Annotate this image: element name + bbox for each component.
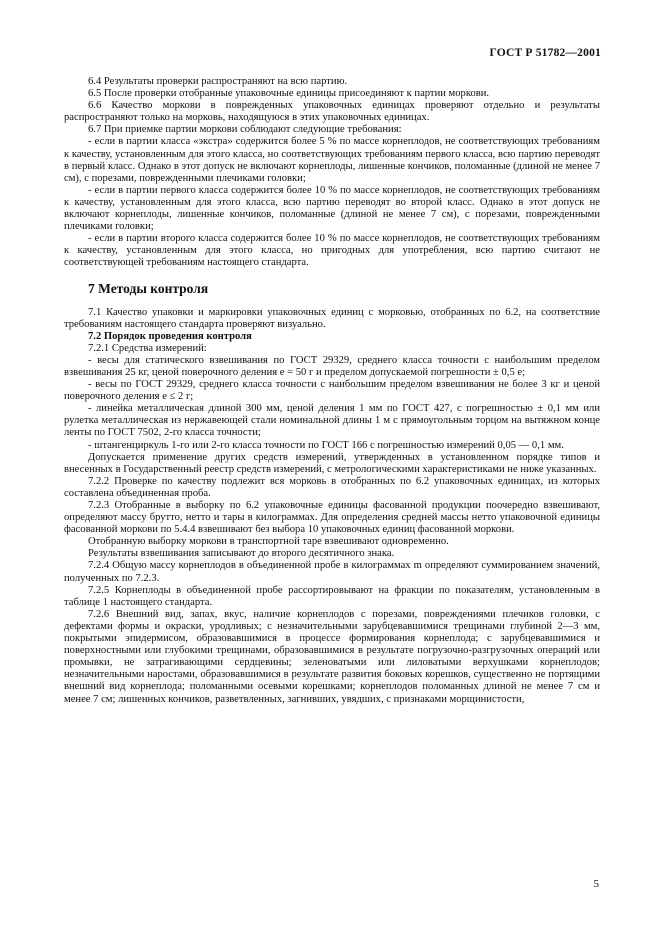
paragraph-7-2-3: 7.2.3 Отобранные в выборку по 6.2 упаковочные единицы фасованной продукции поочередно взвешивают, определяют массу брутто, нетто и тары в килограммах. Для определения средней массы нетто упаковочной единицы фасованной моркови по 5.4.4 взвешивают без выбора 10 упаковочных единиц фасованной моркови.	[64, 500, 600, 536]
section-heading: 7 Методы контроля	[88, 280, 209, 296]
paragraph-weighing-results: Результаты взвешивания записывают до второго десятичного знака.	[88, 548, 395, 560]
list-item-caliper: - штангенциркуль 1-го или 2-го класса точности по ГОСТ 166 с погрешностью измерений 0,05 — 0,1 мм.	[88, 439, 564, 451]
paragraph-6-6: 6.6 Качество моркови в поврежденных упаковочных единицах проверяют отдельно и результаты распространяют только на морковь, находящуюся в этих упаковочных единицах.	[64, 100, 600, 124]
list-item-scales-25kg: - весы для статического взвешивания по ГОСТ 29329, среднего класса точности с наибольшим пределом взвешивания 25 кг, ценой поверочного деления e = 50 г и пределом допускаемой погрешности ± 0,5 e;	[64, 354, 600, 378]
document-body	[64, 76, 600, 706]
paragraph-7-2-5: 7.2.5 Корнеплоды в объединенной пробе рассортировывают на фракции по показателям, установленным в таблице 1 настоящего стандарта.	[64, 584, 600, 608]
paragraph-6-4: 6.4 Результаты проверки распространяют на всю партию.	[88, 76, 348, 87]
list-item-second-class: - если в партии второго класса содержится более 10 % по массе корнеплодов, не соответствующих требованиям к качеству, установленным для этого класса, но пригодных для употребления, всю партию считают не соответствующей требованиям настоящего стандарта.	[64, 233, 600, 269]
page-number: 5	[593, 878, 599, 890]
standard-code-header: ГОСТ Р 51782—2001	[489, 47, 601, 59]
paragraph-transport-weighing: Отобранную выборку моркови в транспортной таре взвешивают одновременно.	[88, 536, 449, 548]
list-item-scales-3kg: - весы по ГОСТ 29329, среднего класса точности с наибольшим пределом взвешивания не более 3 кг и ценой поверочного деления e ≤ 2 г;	[64, 379, 600, 403]
paragraph-7-2-1: 7.2.1 Средства измерений:	[88, 342, 207, 354]
list-item-first-class: - если в партии первого класса содержится более 10 % по массе корнеплодов, не соответствующих требованиям к качеству, установленным для этого класса, всю партию переводят во второй класс. Однако в этот допуск не включают корнеплоды, лишенные кончиков, поломанные (длиной не менее 7 см), с порезами, поврежденными плечиками головки;	[64, 184, 600, 233]
paragraph-other-instruments: Допускается применение других средств измерений, утвержденных в установленном порядке типов и внесенных в Государственный реестр средств измерений, с метрологическими характеристиками не ниже указанных.	[64, 451, 600, 475]
paragraph-7-2-2: 7.2.2 Проверке по качеству подлежит вся морковь в отобранных по 6.2 упаковочных единицах, из которых составлена объединенная проба.	[64, 475, 600, 499]
list-item-ruler: - линейка металлическая длиной 300 мм, ценой деления 1 мм по ГОСТ 427, с погрешностью ± 0,1 мм или рулетка металлическая из нержавеющей стали номинальной длины 1 м с прямоугольным торцом на вытяжном конце ленты по ГОСТ 7502, 2-го класса точности;	[64, 403, 600, 439]
paragraph-7-1: 7.1 Качество упаковки и маркировки упаковочных единиц с морковью, отобранных по 6.2, на соответствие требованиям настоящего стандарта проверяют визуально.	[64, 306, 600, 330]
subheading-7-2: 7.2 Порядок проведения контроля	[88, 330, 252, 342]
paragraph-7-2-6: 7.2.6 Внешний вид, запах, вкус, наличие корнеплодов с порезами, повреждениями плечиков головки, с дефектами формы и окраски, уродливых; с незначительными зарубцевавшимися трещинами глубиной 2—3 мм, покрытыми эпидермисом, образовавшимися в процессе формирования корнеплода; с зарубцевавшимися и поверхностными или глубокими трещинами, образовавшимися в результате погрузочно-разгрузочных операций или промывки, не затрагивающими сердцевины; зеленоватыми или лиловатыми верхушками корнеплодов; незначительными наростами, образовавшимися в результате развития боковых корешков, существенно не портящими внешний вид корнеплода; поломанными осевыми корешками; корнеплодов поломанных длиной не менее 7 см и менее 7 см; лишенных кончиков, разветвленных, загнивших, увядших, с признаками морщинистости,	[64, 608, 600, 705]
paragraph-7-2-4: 7.2.4 Общую массу корнеплодов в объединенной пробе в килограммах m определяют суммированием значений, полученных по 7.2.3.	[64, 560, 600, 584]
paragraph-6-7: 6.7 При приемке партии моркови соблюдают следующие требования:	[88, 124, 402, 136]
paragraph-6-5: 6.5 После проверки отобранные упаковочные единицы присоединяют к партии моркови.	[88, 88, 490, 100]
list-item-extra-class: - если в партии класса «экстра» содержится более 5 % по массе корнеплодов, не соответствующих требованиям к качеству, установленным для этого класса, но соответствующих требованиям первого класса, всю партию переводят в первый класс. Однако в этот допуск не включают корнеплоды, лишенные кончиков, поломанные (длиной не менее 7 см), с порезами, поврежденными плечиками головки;	[64, 136, 600, 184]
